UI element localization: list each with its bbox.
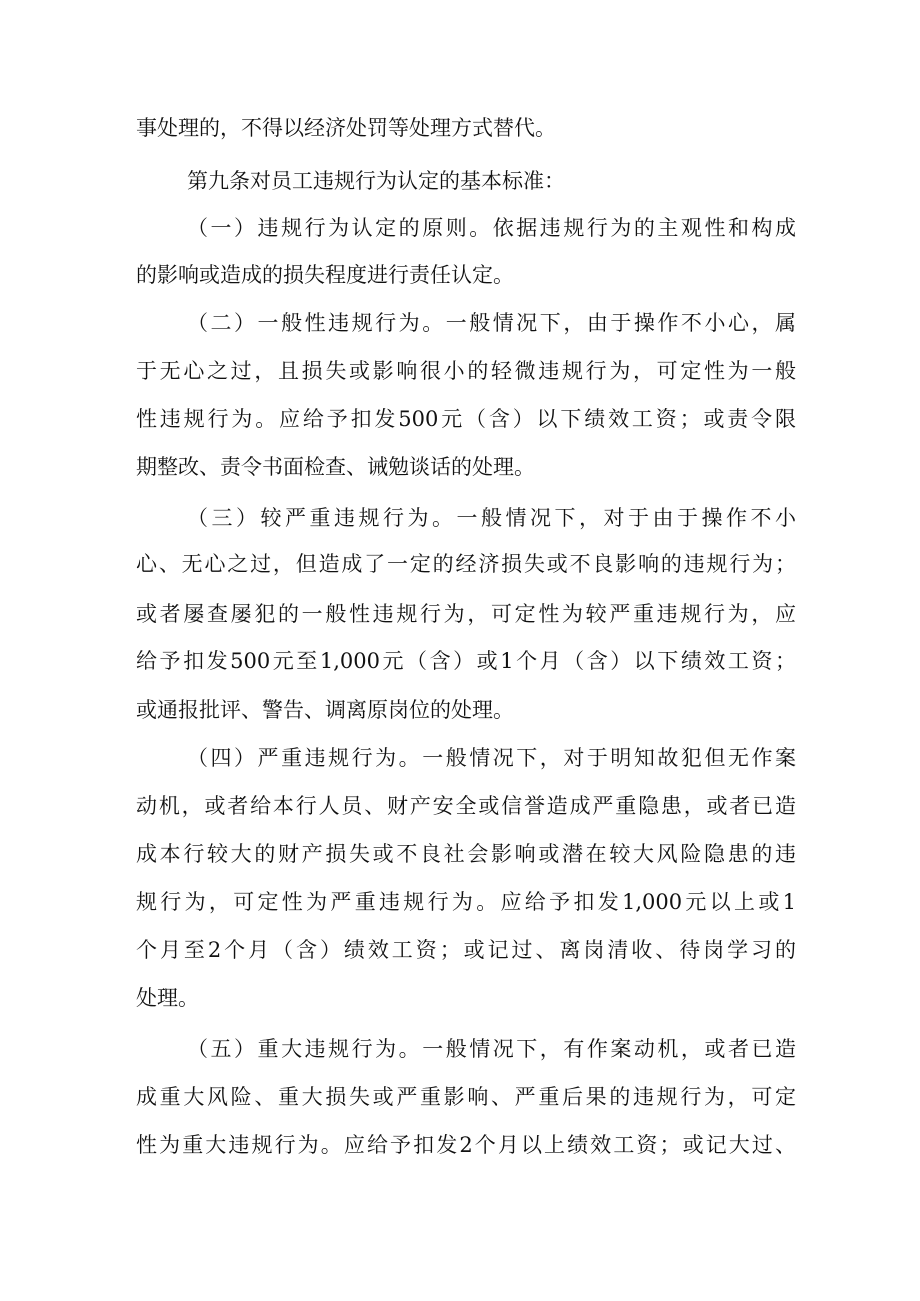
paragraph-line: （五）重大违规行为。一般情况下，有作案动机，或者已造 bbox=[187, 1037, 796, 1061]
paragraph-line: 处理。 bbox=[136, 986, 199, 1010]
paragraph-line: 或通报批评、警告、调离原岗位的处理。 bbox=[136, 698, 514, 722]
paragraph-line: （一）违规行为认定的原则。依据违规行为的主观性和构成 bbox=[187, 216, 796, 240]
paragraph-line: 规行为，可定性为严重违规行为。应给予扣发1,000元以上或1 bbox=[136, 890, 796, 914]
paragraph-line: 成重大风险、重大损失或严重影响、严重后果的违规行为，可定 bbox=[136, 1085, 796, 1109]
paragraph-line: 成本行较大的财产损失或不良社会影响或潜在较大风险隐患的违 bbox=[136, 842, 796, 866]
article-heading: 第九条对员工违规行为认定的基本标准： bbox=[187, 169, 565, 193]
paragraph-line: 性违规行为。应给予扣发500元（含）以下绩效工资；或责令限 bbox=[136, 407, 796, 431]
paragraph-line: 动机，或者给本行人员、财产安全或信誉造成严重隐患，或者已造 bbox=[136, 794, 796, 818]
paragraph-line: （二）一般性违规行为。一般情况下，由于操作不小心，属 bbox=[187, 311, 796, 335]
paragraph-line: 或者屡查屡犯的一般性违规行为，可定性为较严重违规行为，应 bbox=[136, 602, 796, 626]
paragraph-line: 个月至2个月（含）绩效工资；或记过、离岗清收、待岗学习的 bbox=[136, 938, 796, 962]
paragraph-line: （四）严重违规行为。一般情况下，对于明知故犯但无作案 bbox=[187, 746, 796, 770]
paragraph-line: （三）较严重违规行为。一般情况下，对于由于操作不小 bbox=[187, 506, 796, 530]
paragraph-line: 的影响或造成的损失程度进行责任认定。 bbox=[136, 263, 514, 287]
paragraph-line: 心、无心之过，但造成了一定的经济损失或不良影响的违规行为； bbox=[136, 552, 796, 576]
paragraph-line: 性为重大违规行为。应给予扣发2个月以上绩效工资；或记大过、 bbox=[136, 1133, 796, 1157]
paragraph-line: 于无心之过，且损失或影响很小的轻微违规行为，可定性为一般 bbox=[136, 359, 796, 383]
paragraph-line: 事处理的，不得以经济处罚等处理方式替代。 bbox=[136, 116, 556, 140]
paragraph-line: 给予扣发500元至1,000元（含）或1个月（含）以下绩效工资； bbox=[136, 649, 796, 673]
paragraph-line: 期整改、责令书面检查、诫勉谈话的处理。 bbox=[136, 455, 535, 479]
